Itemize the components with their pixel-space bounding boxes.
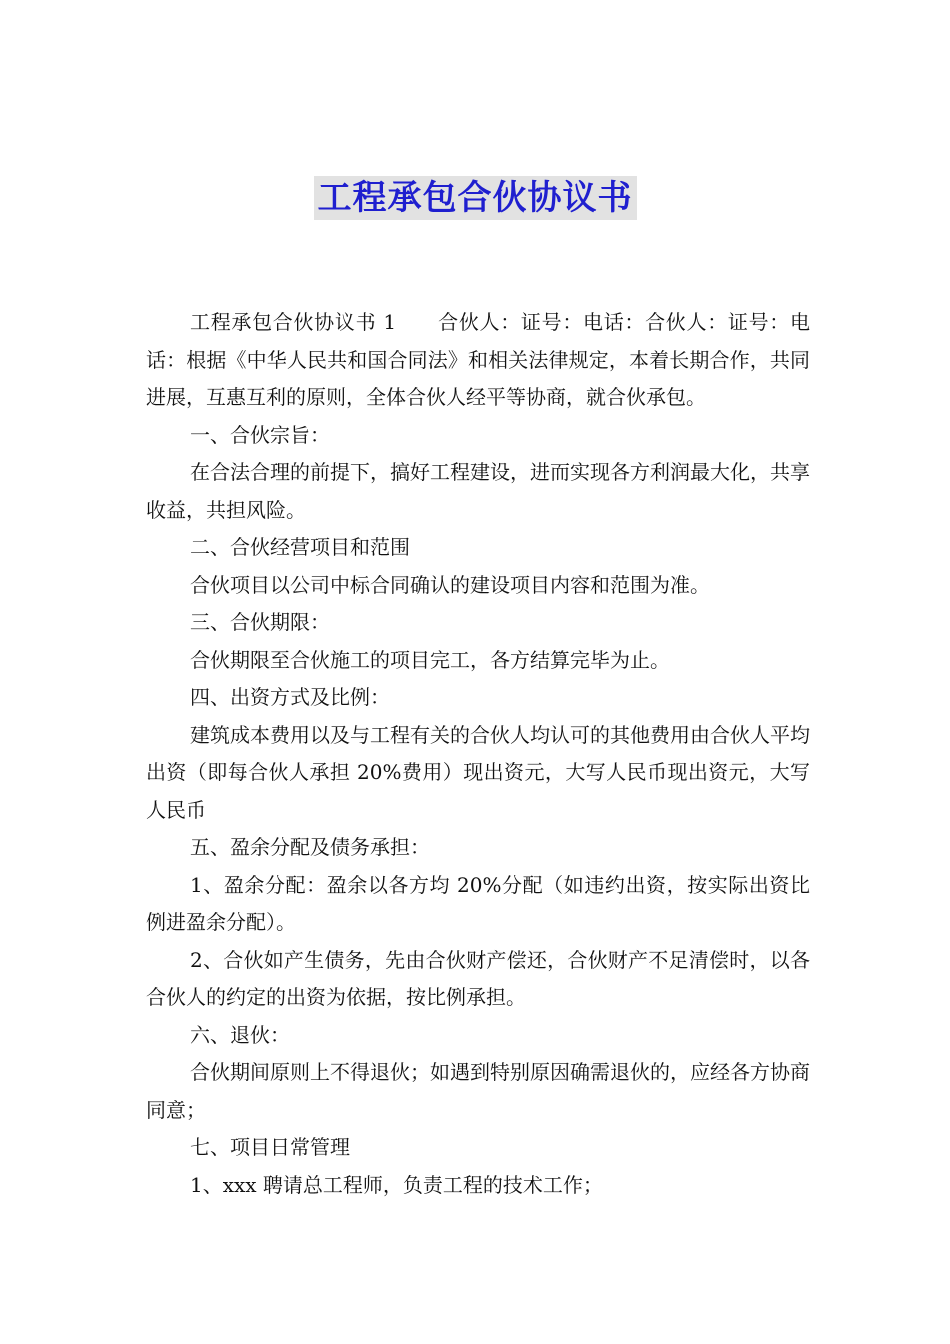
heading-purpose: 一、合伙宗旨：: [190, 422, 330, 447]
heading-scope: 二、合伙经营项目和范围: [190, 535, 410, 559]
paragraph-purpose: 在合法合理的前提下，搞好工程建设，进而实现各方利润最大化，共享收益，共担风险。: [146, 460, 810, 522]
paragraph-scope: 合伙项目以公司中标合同确认的建设项目内容和范围为准。: [190, 572, 710, 597]
paragraph-intro: 工程承包合伙协议书 1 合伙人：证号：电话：合伙人：证号：电话：根据《中华人民共和国合同法》和相关法律规定，本着长期合作，共同进展，互惠互利的原则，全体合伙人经平等协商，就合伙承包。: [146, 310, 810, 409]
title-container: [0, 176, 950, 220]
paragraph-profit: 1、盈余分配：盈余以各方均 20%分配（如违约出资，按实际出资比例进盈余分配）。: [146, 872, 810, 934]
heading-management: 七、项目日常管理: [190, 1135, 350, 1159]
heading-contribution: 四、出资方式及比例：: [190, 685, 390, 709]
heading-term: 三、合伙期限：: [190, 610, 330, 634]
document-title: 工程承包合伙协议书: [314, 176, 637, 220]
paragraph-withdrawal: 合伙期间原则上不得退伙；如遇到特别原因确需退伙的，应经各方协商同意；: [146, 1060, 810, 1122]
heading-withdrawal: 六、退伙：: [190, 1022, 290, 1047]
heading-profit-debt: 五、盈余分配及债务承担：: [190, 835, 430, 859]
paragraph-management-1: 1、xxx 聘请总工程师，负责工程的技术工作；: [190, 1172, 603, 1197]
document-body: [146, 304, 810, 1204]
paragraph-term: 合伙期限至合伙施工的项目完工，各方结算完毕为止。: [190, 647, 670, 672]
paragraph-debt: 2、合伙如产生债务，先由合伙财产偿还，合伙财产不足清偿时，以各合伙人的约定的出资为依据，按比例承担。: [146, 947, 810, 1009]
paragraph-contribution: 建筑成本费用以及与工程有关的合伙人均认可的其他费用由合伙人平均出资（即每合伙人承担 20%费用）现出资元，大写人民币现出资元，大写人民币: [146, 722, 810, 822]
